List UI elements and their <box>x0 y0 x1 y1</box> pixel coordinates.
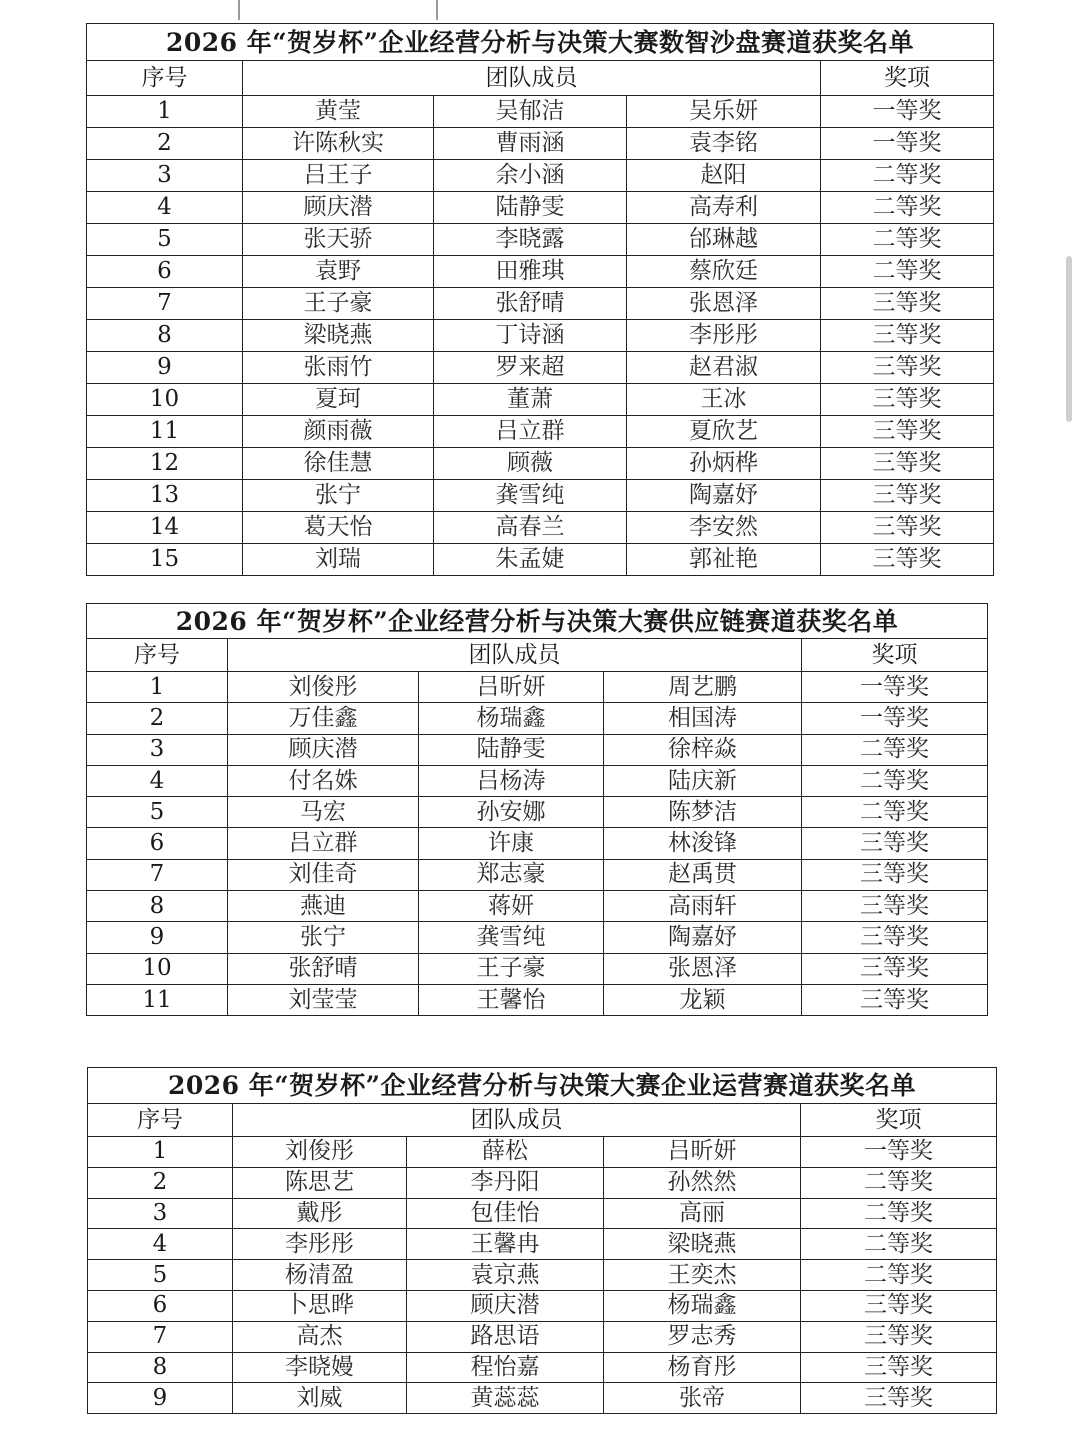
member-name: 高杰 <box>233 1321 407 1352</box>
member-name: 高雨轩 <box>604 891 802 922</box>
member-name: 袁京燕 <box>407 1260 604 1291</box>
member-name: 罗志秀 <box>604 1321 801 1352</box>
table-row <box>88 1383 997 1414</box>
table-row <box>87 96 994 128</box>
scrollbar-thumb[interactable] <box>1066 256 1072 422</box>
member-name: 郭祉艳 <box>627 544 821 576</box>
member-name: 蔡欣廷 <box>627 256 821 288</box>
member-name: 龚雪纯 <box>419 922 604 953</box>
row-number: 9 <box>87 922 228 953</box>
award-level: 三等奖 <box>801 1290 997 1321</box>
member-name: 赵禹贯 <box>604 859 802 890</box>
member-name: 朱孟婕 <box>434 544 627 576</box>
row-number: 4 <box>87 765 228 796</box>
award-level: 三等奖 <box>802 984 988 1015</box>
member-name: 张恩泽 <box>604 953 802 984</box>
table-row <box>87 480 994 512</box>
member-name: 张雨竹 <box>243 352 434 384</box>
member-name: 颜雨薇 <box>243 416 434 448</box>
row-number: 10 <box>87 953 228 984</box>
member-name: 曹雨涵 <box>434 128 627 160</box>
table-row <box>87 256 994 288</box>
member-name: 黄蕊蕊 <box>407 1383 604 1414</box>
award-level: 二等奖 <box>801 1260 997 1291</box>
row-number: 6 <box>87 828 228 859</box>
member-name: 王馨冉 <box>407 1229 604 1260</box>
member-name: 孙安娜 <box>419 797 604 828</box>
member-name: 田雅琪 <box>434 256 627 288</box>
award-level: 三等奖 <box>821 416 994 448</box>
member-name: 孙然然 <box>604 1167 801 1198</box>
award-level: 二等奖 <box>802 765 988 796</box>
award-level: 一等奖 <box>821 128 994 160</box>
member-name: 王冰 <box>627 384 821 416</box>
row-number: 5 <box>87 797 228 828</box>
member-name: 路思语 <box>407 1321 604 1352</box>
member-name: 陆静雯 <box>419 734 604 765</box>
member-name: 罗来超 <box>434 352 627 384</box>
award-level: 三等奖 <box>821 384 994 416</box>
row-number: 11 <box>87 416 243 448</box>
table-title: 2026 年“贺岁杯”企业经营分析与决策大赛企业运营赛道获奖名单 <box>88 1068 997 1104</box>
table-row <box>87 734 988 765</box>
row-number: 9 <box>87 352 243 384</box>
award-level: 二等奖 <box>801 1229 997 1260</box>
table-body <box>87 604 988 1016</box>
row-number: 12 <box>87 448 243 480</box>
table-row <box>87 384 994 416</box>
table-row <box>88 1229 997 1260</box>
member-name: 顾薇 <box>434 448 627 480</box>
member-name: 刘莹莹 <box>228 984 419 1015</box>
member-name: 张宁 <box>228 922 419 953</box>
member-name: 顾庆潜 <box>228 734 419 765</box>
row-number: 5 <box>87 224 243 256</box>
member-name: 丁诗涵 <box>434 320 627 352</box>
award-level: 一等奖 <box>802 703 988 734</box>
member-name: 卜思晔 <box>233 1290 407 1321</box>
member-name: 杨育彤 <box>604 1352 801 1383</box>
member-name: 李丹阳 <box>407 1167 604 1198</box>
award-level: 三等奖 <box>802 891 988 922</box>
table-row <box>87 828 988 859</box>
award-level: 三等奖 <box>801 1383 997 1414</box>
member-name: 付名姝 <box>228 765 419 796</box>
table-row <box>87 128 994 160</box>
table-row <box>87 672 988 703</box>
member-name: 张天骄 <box>243 224 434 256</box>
member-name: 马宏 <box>228 797 419 828</box>
member-name: 戴彤 <box>233 1198 407 1229</box>
member-name: 刘俊彤 <box>233 1137 407 1168</box>
award-level: 二等奖 <box>821 160 994 192</box>
member-name: 龙颖 <box>604 984 802 1015</box>
member-name: 李安然 <box>627 512 821 544</box>
table-row <box>88 1321 997 1352</box>
award-level: 二等奖 <box>801 1198 997 1229</box>
award-level: 二等奖 <box>802 734 988 765</box>
header-award: 奖项 <box>802 639 988 672</box>
table-body <box>87 24 994 576</box>
award-level: 二等奖 <box>821 224 994 256</box>
award-level: 三等奖 <box>802 953 988 984</box>
row-number: 15 <box>87 544 243 576</box>
table-row <box>88 1352 997 1383</box>
member-name: 梁晓燕 <box>243 320 434 352</box>
award-level: 三等奖 <box>821 512 994 544</box>
award-level: 一等奖 <box>821 96 994 128</box>
row-number: 6 <box>88 1290 233 1321</box>
member-name: 袁李铭 <box>627 128 821 160</box>
table-row <box>88 1137 997 1168</box>
row-number: 3 <box>88 1198 233 1229</box>
award-level: 三等奖 <box>821 288 994 320</box>
award-level: 三等奖 <box>821 320 994 352</box>
header-members: 团队成员 <box>243 61 821 96</box>
member-name: 葛天怡 <box>243 512 434 544</box>
member-name: 李晓露 <box>434 224 627 256</box>
table-row <box>87 891 988 922</box>
header-award: 奖项 <box>801 1104 997 1137</box>
table-row <box>87 544 994 576</box>
member-name: 王子豪 <box>419 953 604 984</box>
member-name: 高春兰 <box>434 512 627 544</box>
member-name: 杨清盈 <box>233 1260 407 1291</box>
table-row <box>88 1260 997 1291</box>
member-name: 刘瑞 <box>243 544 434 576</box>
header-award: 奖项 <box>821 61 994 96</box>
member-name: 陈思艺 <box>233 1167 407 1198</box>
row-number: 6 <box>87 256 243 288</box>
table-row <box>87 288 994 320</box>
member-name: 夏欣艺 <box>627 416 821 448</box>
row-number: 1 <box>88 1137 233 1168</box>
table-row <box>88 1290 997 1321</box>
member-name: 吕立群 <box>434 416 627 448</box>
member-name: 张舒晴 <box>228 953 419 984</box>
member-name: 刘威 <box>233 1383 407 1414</box>
row-number: 7 <box>87 288 243 320</box>
member-name: 许康 <box>419 828 604 859</box>
award-level: 三等奖 <box>821 352 994 384</box>
award-table-supply-chain <box>86 603 988 1016</box>
member-name: 刘俊彤 <box>228 672 419 703</box>
member-name: 吴乐妍 <box>627 96 821 128</box>
row-number: 3 <box>87 734 228 765</box>
member-name: 徐佳慧 <box>243 448 434 480</box>
award-level: 三等奖 <box>821 480 994 512</box>
header-members: 团队成员 <box>228 639 802 672</box>
table-title: 2026 年“贺岁杯”企业经营分析与决策大赛供应链赛道获奖名单 <box>87 604 988 639</box>
table-row <box>87 922 988 953</box>
header-no: 序号 <box>88 1104 233 1137</box>
table-row <box>87 448 994 480</box>
row-number: 4 <box>88 1229 233 1260</box>
award-table-operations <box>87 1067 997 1414</box>
table-row <box>87 224 994 256</box>
member-name: 顾庆潜 <box>407 1290 604 1321</box>
row-number: 8 <box>87 320 243 352</box>
table-row <box>87 192 994 224</box>
row-number: 2 <box>88 1167 233 1198</box>
member-name: 赵君淑 <box>627 352 821 384</box>
row-number: 7 <box>87 859 228 890</box>
award-level: 一等奖 <box>802 672 988 703</box>
member-name: 孙炳桦 <box>627 448 821 480</box>
member-name: 陆庆新 <box>604 765 802 796</box>
table-row <box>88 1198 997 1229</box>
table-title: 2026 年“贺岁杯”企业经营分析与决策大赛数智沙盘赛道获奖名单 <box>87 24 994 61</box>
member-name: 吕立群 <box>228 828 419 859</box>
member-name: 燕迪 <box>228 891 419 922</box>
award-level: 三等奖 <box>802 922 988 953</box>
member-name: 杨瑞鑫 <box>419 703 604 734</box>
table-row <box>87 512 994 544</box>
member-name: 余小涵 <box>434 160 627 192</box>
table-row <box>87 416 994 448</box>
member-name: 陶嘉妤 <box>627 480 821 512</box>
table-row <box>88 1167 997 1198</box>
award-table-shapan <box>86 23 994 576</box>
table-body <box>88 1068 997 1414</box>
table-row <box>87 953 988 984</box>
member-name: 许陈秋实 <box>243 128 434 160</box>
member-name: 顾庆潜 <box>243 192 434 224</box>
member-name: 郑志豪 <box>419 859 604 890</box>
row-number: 7 <box>88 1321 233 1352</box>
member-name: 龚雪纯 <box>434 480 627 512</box>
row-number: 4 <box>87 192 243 224</box>
row-number: 1 <box>87 672 228 703</box>
member-name: 李晓嫚 <box>233 1352 407 1383</box>
award-level: 三等奖 <box>821 544 994 576</box>
row-number: 3 <box>87 160 243 192</box>
row-number: 2 <box>87 703 228 734</box>
member-name: 周艺鹏 <box>604 672 802 703</box>
member-name: 徐梓焱 <box>604 734 802 765</box>
award-level: 三等奖 <box>821 448 994 480</box>
member-name: 包佳怡 <box>407 1198 604 1229</box>
member-name: 刘佳奇 <box>228 859 419 890</box>
row-number: 13 <box>87 480 243 512</box>
table-row <box>87 320 994 352</box>
header-members: 团队成员 <box>233 1104 801 1137</box>
member-name: 吴郁洁 <box>434 96 627 128</box>
award-level: 二等奖 <box>802 797 988 828</box>
table-row <box>87 352 994 384</box>
member-name: 梁晓燕 <box>604 1229 801 1260</box>
member-name: 王馨怡 <box>419 984 604 1015</box>
table-row <box>87 797 988 828</box>
scan-mark-left <box>238 0 240 20</box>
member-name: 程怡嘉 <box>407 1352 604 1383</box>
member-name: 陈梦洁 <box>604 797 802 828</box>
award-level: 三等奖 <box>802 828 988 859</box>
member-name: 相国涛 <box>604 703 802 734</box>
member-name: 董萧 <box>434 384 627 416</box>
member-name: 王奕杰 <box>604 1260 801 1291</box>
member-name: 张宁 <box>243 480 434 512</box>
member-name: 张舒晴 <box>434 288 627 320</box>
table-row <box>87 765 988 796</box>
member-name: 夏珂 <box>243 384 434 416</box>
member-name: 吕昕妍 <box>419 672 604 703</box>
row-number: 1 <box>87 96 243 128</box>
table-row <box>87 859 988 890</box>
member-name: 高丽 <box>604 1198 801 1229</box>
table-row <box>87 160 994 192</box>
member-name: 邰琳越 <box>627 224 821 256</box>
award-level: 二等奖 <box>801 1167 997 1198</box>
award-level: 一等奖 <box>801 1137 997 1168</box>
member-name: 赵阳 <box>627 160 821 192</box>
member-name: 薛松 <box>407 1137 604 1168</box>
member-name: 李彤彤 <box>627 320 821 352</box>
row-number: 8 <box>87 891 228 922</box>
row-number: 9 <box>88 1383 233 1414</box>
member-name: 袁野 <box>243 256 434 288</box>
member-name: 陶嘉妤 <box>604 922 802 953</box>
header-no: 序号 <box>87 639 228 672</box>
member-name: 吕昕妍 <box>604 1137 801 1168</box>
member-name: 蒋妍 <box>419 891 604 922</box>
award-level: 三等奖 <box>802 859 988 890</box>
member-name: 高寿利 <box>627 192 821 224</box>
row-number: 10 <box>87 384 243 416</box>
award-level: 二等奖 <box>821 192 994 224</box>
member-name: 王子豪 <box>243 288 434 320</box>
member-name: 陆静雯 <box>434 192 627 224</box>
row-number: 2 <box>87 128 243 160</box>
member-name: 黄莹 <box>243 96 434 128</box>
scan-mark-right <box>436 0 438 20</box>
row-number: 8 <box>88 1352 233 1383</box>
member-name: 张帝 <box>604 1383 801 1414</box>
row-number: 11 <box>87 984 228 1015</box>
member-name: 张恩泽 <box>627 288 821 320</box>
header-no: 序号 <box>87 61 243 96</box>
member-name: 万佳鑫 <box>228 703 419 734</box>
member-name: 吕王子 <box>243 160 434 192</box>
award-level: 三等奖 <box>801 1321 997 1352</box>
table-row <box>87 984 988 1015</box>
member-name: 吕杨涛 <box>419 765 604 796</box>
row-number: 14 <box>87 512 243 544</box>
member-name: 李彤彤 <box>233 1229 407 1260</box>
table-row <box>87 703 988 734</box>
member-name: 杨瑞鑫 <box>604 1290 801 1321</box>
award-level: 二等奖 <box>821 256 994 288</box>
row-number: 5 <box>88 1260 233 1291</box>
member-name: 林浚锋 <box>604 828 802 859</box>
award-level: 三等奖 <box>801 1352 997 1383</box>
